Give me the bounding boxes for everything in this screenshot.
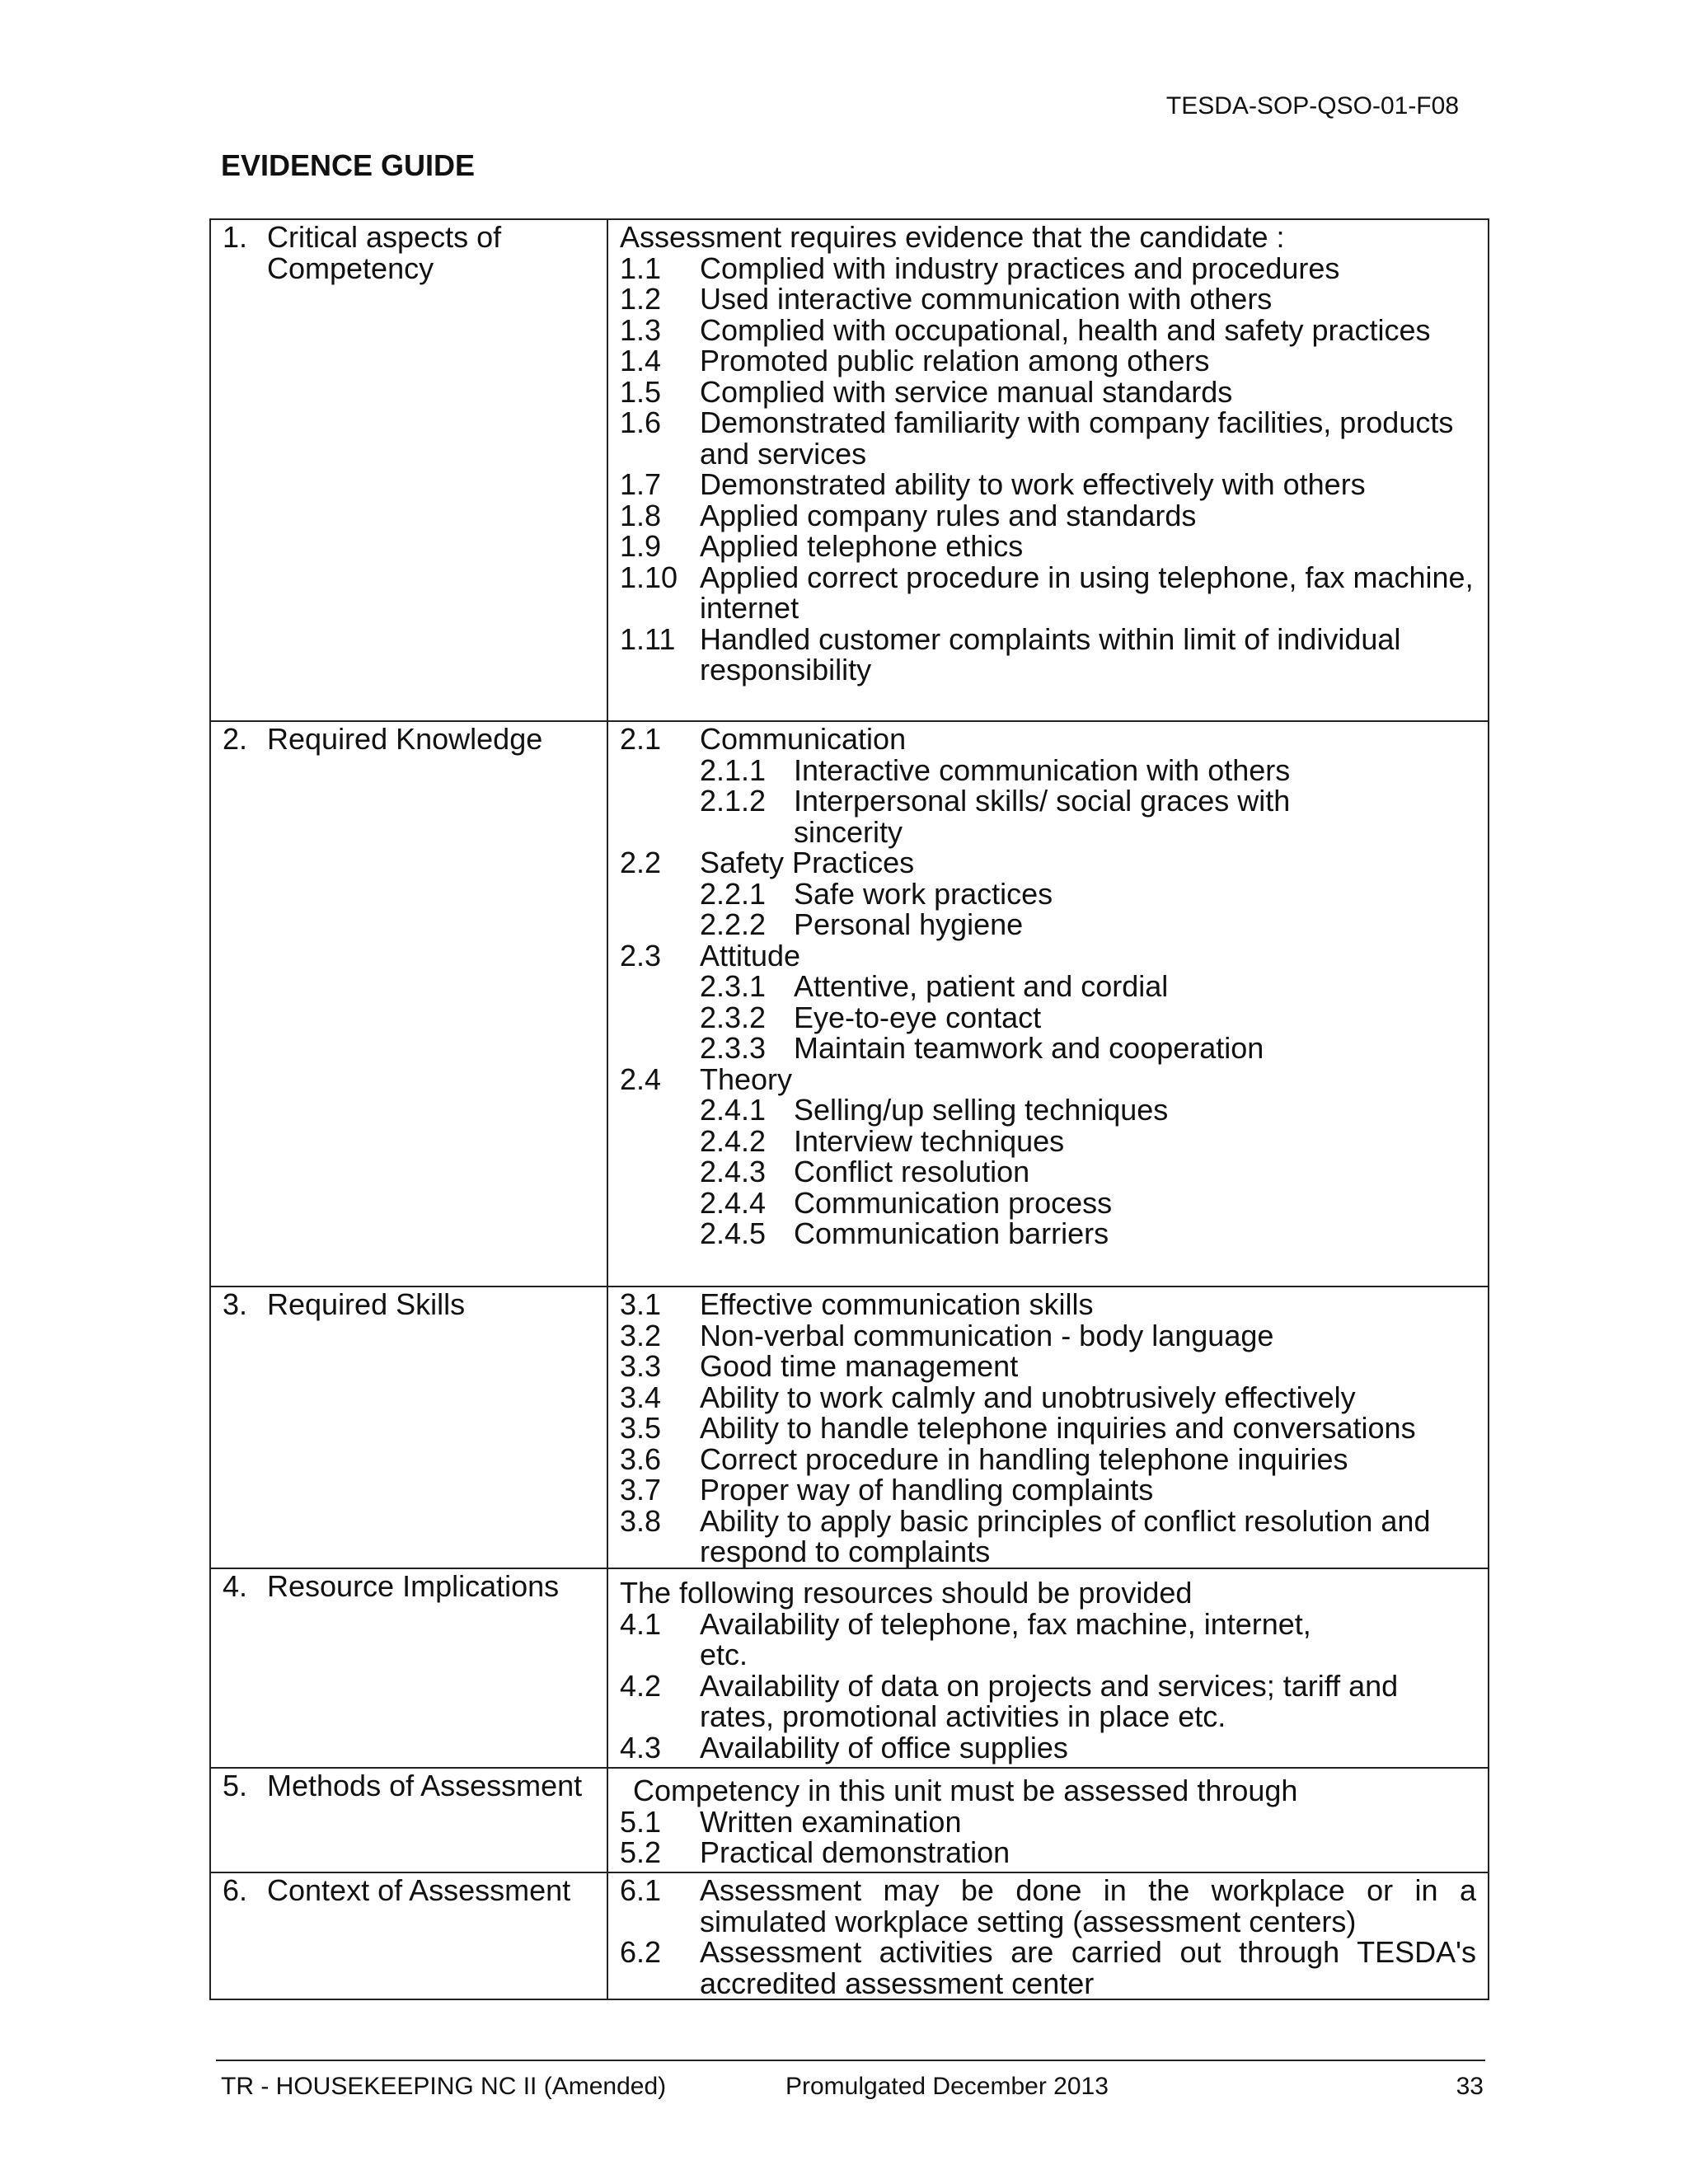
subitem-number: 2.1.1 [700,752,767,787]
list-item [620,1837,1476,1868]
evidence-intro: Assessment requires evidence that the candidate : [620,220,1285,254]
item-number: 6.2 [620,1935,662,1969]
aspect-name: Resource Implications [267,1569,560,1603]
item-text: Theory [700,1062,793,1096]
list-item [620,940,1476,972]
table-row [210,1568,1489,1768]
item-text: Demonstrated ability to work effectively with others [700,467,1366,501]
item-text: Promoted public relation among others [700,344,1210,377]
item-number: 1.5 [620,374,662,409]
sub-list-item [700,1185,1476,1220]
subitem-number: 2.4.4 [700,1185,767,1220]
item-number: 4.1 [620,1606,662,1641]
table-row [210,1286,1489,1568]
aspect-name: Methods of Assessment [267,1769,583,1802]
evidence-cell [607,721,1489,1286]
item-text: Ability to handle telephone inquiries and conversations [700,1411,1416,1445]
item-text: Written examination [700,1804,962,1839]
item-number: 3.2 [620,1318,662,1352]
aspect-cell [210,721,607,1286]
item-text: Effective communication skills [700,1287,1094,1321]
aspect-number: 4. [223,1569,248,1603]
item-text: Correct procedure in handling telephone inquiries [700,1441,1348,1476]
item-text: Communication [700,722,907,756]
footer-divider [216,2060,1485,2061]
subitem-text: Maintain teamwork and cooperation [794,1031,1264,1065]
item-number: 3.8 [620,1503,662,1538]
list-item [620,312,1476,347]
item-text: Used interactive communication with others [700,282,1273,316]
aspect-number: 6. [223,1873,248,1907]
aspect-name: Required Skills [267,1287,466,1321]
item-text: Complied with occupational, health and safety practices [700,312,1431,347]
subitem-text: Interview techniques [794,1123,1065,1158]
list-item [620,621,1476,687]
list-item [620,1606,1476,1671]
sub-list-item [700,876,1476,911]
list-item [620,1441,1476,1476]
item-number: 2.1 [620,722,662,756]
item-number: 3.6 [620,1441,662,1476]
sub-list-item [700,785,1476,847]
sub-list-item [700,1094,1476,1126]
item-text: Complied with service manual standards [700,374,1233,409]
item-number: 3.3 [620,1349,662,1383]
item-number: 1.7 [620,467,662,501]
subitem-number: 2.2.1 [700,876,767,911]
list-item [620,1937,1476,1999]
item-text: Good time management [700,1349,1019,1383]
item-text: Ability to apply basic principles of conflict resolution and respond to complaints [700,1503,1431,1568]
item-number: 3.5 [620,1411,662,1445]
page-title: EVIDENCE GUIDE [221,148,476,182]
evidence-cell [607,1768,1489,1872]
evidence-cell [607,219,1489,721]
sub-list-item [700,909,1476,940]
item-text: Ability to work calmly and unobtrusively effectively [700,1380,1356,1414]
sub-list-item [700,752,1476,787]
subitem-text: Attentive, patient and cordial [794,969,1169,1003]
item-number: 3.4 [620,1380,662,1414]
aspect-number: 5. [223,1769,248,1802]
item-number: 1.9 [620,529,662,563]
aspect-name: Context of Assessment [267,1873,571,1907]
evidence-intro: The following resources should be provided [620,1576,1193,1610]
list-item [620,1503,1476,1568]
aspect-name: Required Knowledge [267,722,543,756]
list-item [620,1804,1476,1839]
table-row [210,1872,1489,1999]
list-item [620,562,1476,624]
footer-promulgation-date: Promulgated December 2013 [785,2073,1109,2100]
sub-list-item [700,1033,1476,1064]
list-item [620,1875,1476,1937]
subitem-number: 2.4.2 [700,1123,767,1158]
aspect-name: Critical aspects of Competency [267,220,502,285]
subitem-number: 2.3.3 [700,1031,767,1065]
item-text: Assessment may be done in the workplace or in a simulated workplace setting (assessment centers) [700,1873,1476,1938]
list-item [620,469,1476,500]
list-item [620,407,1476,469]
document-code: TESDA-SOP-QSO-01-F08 [1165,92,1459,120]
item-number: 6.1 [620,1873,662,1907]
item-text: Attitude [700,938,801,972]
item-text: Practical demonstration [700,1835,1010,1869]
subitem-text: Selling/up selling techniques [794,1093,1169,1127]
subitem-text: Personal hygiene [794,907,1024,941]
item-text: Safety Practices [700,846,915,879]
subitem-number: 2.4.3 [700,1155,767,1188]
evidence-guide-table [209,218,1489,2000]
item-text: Demonstrated familiarity with company facilities, products and services [700,405,1454,471]
aspect-cell [210,1286,607,1568]
item-number: 2.3 [620,938,662,972]
list-item [620,253,1476,284]
item-text: Availability of office supplies [700,1730,1068,1765]
evidence-cell [607,1286,1489,1568]
aspect-cell [210,1768,607,1872]
sub-list-item [700,971,1476,1002]
page-number: 33 [1456,2073,1484,2100]
item-text: Complied with industry practices and procedures [700,251,1340,285]
item-number: 2.4 [620,1062,662,1096]
list-item [620,1064,1476,1095]
item-text: Assessment activities are carried out through TESDA's accredited assessment center [700,1935,1476,2000]
subitem-text: Interactive communication with others [794,752,1291,787]
aspect-number: 3. [223,1287,248,1321]
list-item [620,1382,1476,1413]
aspect-cell [210,1568,607,1768]
list-item [620,500,1476,532]
subitem-number: 2.2.2 [700,907,767,941]
subitem-text: Conflict resolution [794,1155,1030,1188]
list-item [620,847,1476,879]
item-number: 1.2 [620,282,662,316]
sub-list-item [700,1123,1476,1158]
item-text: Non-verbal communication - body language [700,1318,1274,1352]
list-item [620,724,1476,755]
item-text: Availability of data on projects and services; tariff and rates, promotional activities in place etc. [700,1668,1399,1733]
item-text: Availability of telephone, fax machine, internet, etc. [700,1606,1311,1671]
evidence-cell [607,1872,1489,1999]
item-number: 1.4 [620,344,662,377]
table-row [210,1768,1489,1872]
list-item [620,345,1476,377]
subitem-text: Communication barriers [794,1216,1109,1250]
item-number: 5.1 [620,1804,662,1839]
sub-list-item [700,1002,1476,1033]
item-number: 1.1 [620,251,662,285]
subitem-text: Communication process [794,1185,1113,1220]
subitem-number: 2.3.2 [700,1000,767,1034]
table-row [210,219,1489,721]
list-item [620,1320,1476,1352]
item-number: 1.8 [620,498,662,532]
item-text: Applied correct procedure in using telephone, fax machine, internet [700,560,1474,625]
list-item [620,1413,1476,1444]
item-text: Applied company rules and standards [700,498,1197,532]
list-item [620,284,1476,315]
subitem-text: Interpersonal skills/ social graces with sincerity [794,784,1291,849]
list-item [620,1351,1476,1382]
item-number: 2.2 [620,846,662,879]
subitem-number: 2.4.5 [700,1216,767,1250]
item-number: 4.2 [620,1668,662,1703]
list-item [620,531,1476,562]
list-item [620,1474,1476,1506]
table-row [210,721,1489,1286]
item-number: 4.3 [620,1730,662,1765]
item-number: 5.2 [620,1835,662,1869]
subitem-number: 2.4.1 [700,1093,767,1127]
item-text: Handled customer complaints within limit of individual responsibility [700,621,1401,687]
list-item [620,374,1476,409]
subitem-text: Eye-to-eye contact [794,1000,1042,1034]
aspect-number: 1. [223,220,248,254]
item-text: Proper way of handling complaints [700,1473,1154,1507]
item-text: Applied telephone ethics [700,529,1024,563]
item-number: 3.7 [620,1473,662,1507]
item-number: 1.3 [620,312,662,347]
item-number: 1.6 [620,405,662,439]
subitem-number: 2.1.2 [700,784,767,818]
sub-list-item [700,1218,1476,1249]
footer-document-title: TR - HOUSEKEEPING NC II (Amended) [221,2073,667,2100]
item-number: 3.1 [620,1287,662,1321]
item-number: 1.10 [620,560,678,594]
list-item [620,1668,1476,1733]
list-item [620,1289,1476,1320]
evidence-cell [607,1568,1489,1768]
item-number: 1.11 [620,621,676,656]
list-item [620,1732,1476,1764]
sub-list-item [700,1156,1476,1188]
aspect-number: 2. [223,722,248,756]
evidence-intro: Competency in this unit must be assessed through [633,1774,1298,1807]
subitem-number: 2.3.1 [700,969,767,1003]
aspect-cell [210,219,607,721]
subitem-text: Safe work practices [794,876,1053,911]
aspect-cell [210,1872,607,1999]
